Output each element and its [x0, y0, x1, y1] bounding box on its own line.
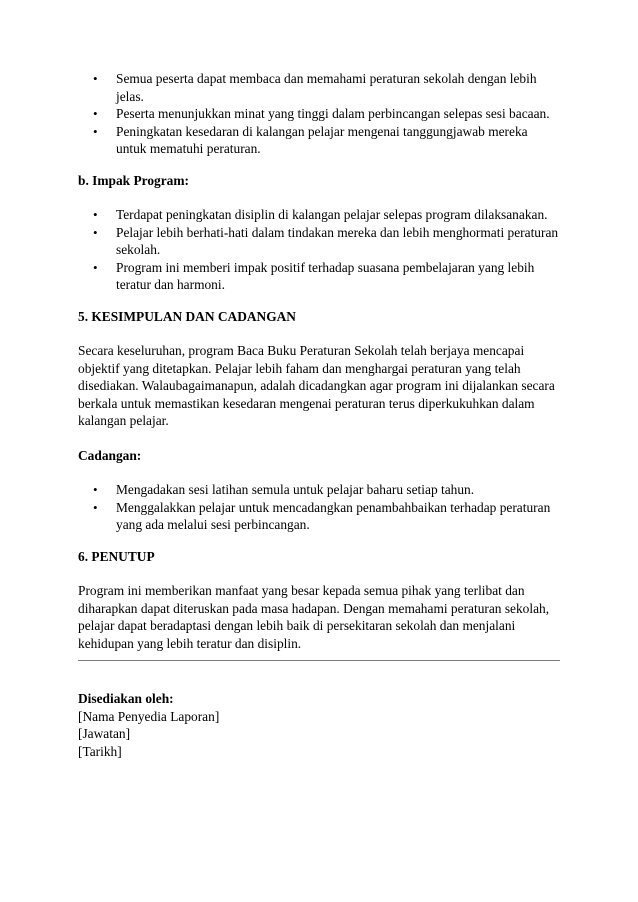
list-item: [93, 499, 560, 534]
section6-paragraph: Program ini memberikan manfaat yang besar kepada semua pihak yang terlibat dan diharapkan dapat diteruskan pada masa hadapan. Dengan memahami peraturan sekolah, pelajar dapat beradaptasi dengan lebih baik di persekitaran sekolah dan menjalani kehidupan yang lebih teratur dan disiplin.: [78, 583, 550, 651]
list-item: [93, 105, 560, 123]
bullet-icon: •: [93, 499, 98, 515]
signature-heading: Disediakan oleh:: [78, 691, 174, 706]
horizontal-divider: [78, 660, 560, 661]
document-page: [78, 70, 560, 760]
list-item-text: Mengadakan sesi latihan semula untuk pelajar baharu setiap tahun.: [116, 482, 475, 497]
signature-position: [Jawatan]: [78, 726, 131, 741]
bullet-icon: •: [93, 259, 98, 275]
list-item: [93, 259, 560, 294]
signature-block: [78, 690, 560, 760]
cadangan-heading: Cadangan:: [78, 447, 142, 463]
outcome-list: [78, 70, 560, 158]
list-item: [93, 123, 560, 158]
bullet-icon: •: [93, 207, 98, 222]
section5-paragraph: Secara keseluruhan, program Baca Buku Peraturan Sekolah telah berjaya mencapai objektif yang ditetapkan. Pelajar lebih faham dan menghargai peraturan yang telah disediakan. Walaubagaimanapun, adalah dicadangkan agar program ini dijalankan secara berkala untuk memastikan kesedaran mengenai peraturan terus diperkukuhkan dalam kalangan pelajar.: [78, 343, 555, 428]
section5-heading: 5. KESIMPULAN DAN CADANGAN: [78, 308, 296, 324]
list-item-text: Menggalakkan pelajar untuk mencadangkan penambahbaikan terhadap peraturan yang ada melalui sesi perbincangan.: [116, 499, 551, 532]
list-item-text: Semua peserta dapat membaca dan memahami peraturan sekolah dengan lebih jelas.: [116, 71, 537, 104]
list-item-text: Terdapat peningkatan disiplin di kalangan pelajar selepas program dilaksanakan.: [116, 207, 548, 222]
list-item: [93, 224, 560, 259]
signature-name: [Nama Penyedia Laporan]: [78, 708, 220, 724]
impact-heading: b. Impak Program:: [78, 172, 189, 188]
bullet-icon: •: [93, 106, 98, 121]
list-item-text: Program ini memberi impak positif terhadap suasana pembelajaran yang lebih teratur dan harmoni.: [116, 259, 535, 292]
cadangan-list: [78, 481, 560, 534]
section6-heading: 6. PENUTUP: [78, 548, 155, 564]
list-item-text: Peserta menunjukkan minat yang tinggi dalam perbincangan selepas sesi bacaan.: [116, 106, 550, 121]
list-item: [93, 481, 560, 499]
list-item: [93, 206, 560, 224]
bullet-icon: •: [93, 224, 98, 240]
bullet-icon: •: [93, 71, 98, 86]
bullet-icon: •: [93, 123, 98, 139]
signature-date: [Tarikh]: [78, 743, 122, 759]
list-item-text: Peningkatan kesedaran di kalangan pelajar mengenai tanggungjawab mereka untuk mematuhi peraturan.: [116, 123, 528, 156]
impact-list: [78, 206, 560, 294]
bullet-icon: •: [93, 482, 98, 497]
list-item-text: Pelajar lebih berhati-hati dalam tindakan mereka dan lebih menghormati peraturan sekolah.: [116, 224, 559, 257]
list-item: [93, 70, 560, 105]
